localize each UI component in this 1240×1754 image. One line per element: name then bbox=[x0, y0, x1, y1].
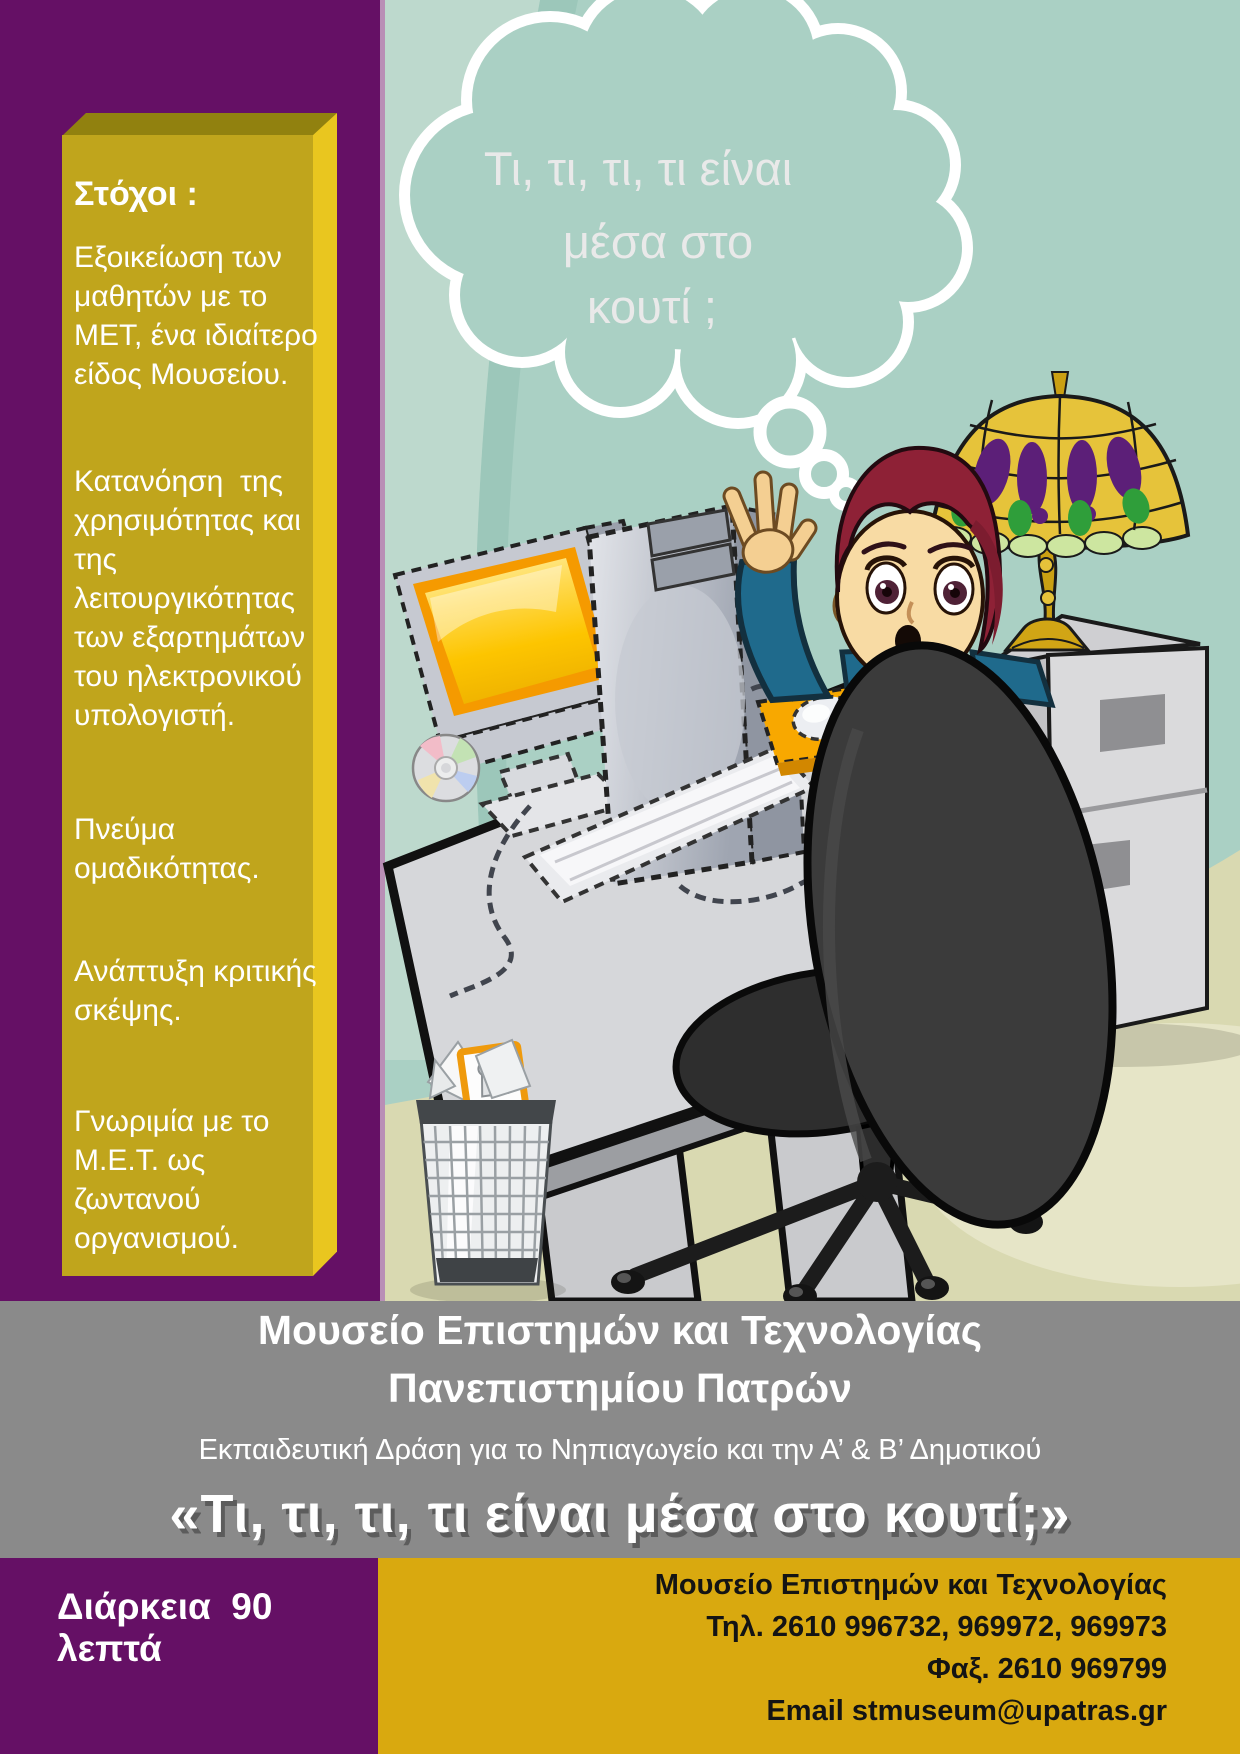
museum-title-line1: Μουσείο Επιστημών και Τεχνολογίας bbox=[257, 1307, 983, 1353]
activity-title: «Τι, τι, τι, τι είναι μέσα στο κουτί;» bbox=[169, 1484, 1071, 1544]
footer-contact-block bbox=[378, 1558, 1240, 1754]
contact-phone: Τηλ. 2610 996732, 969972, 969973 bbox=[706, 1611, 1167, 1643]
thought-bubble-line-2: μέσα στο bbox=[562, 215, 754, 268]
illustration-scene bbox=[380, 0, 1240, 1301]
duration-text: Διάρκεια 90 λεπτά bbox=[57, 1586, 283, 1669]
objective-5: Γνωριμία με το Μ.Ε.Τ. ως ζωντανού οργανισμού. bbox=[74, 1105, 278, 1255]
footer bbox=[0, 1558, 1240, 1754]
banner-subtitle: Εκπαιδευτική Δράση για το Νηπιαγωγείο και την Α’ & Β’ Δημοτικού bbox=[198, 1434, 1042, 1466]
museum-title-line2: Πανεπιστημίου Πατρών bbox=[388, 1365, 852, 1411]
objective-3: Πνεύμα ομαδικότητας. bbox=[74, 813, 260, 885]
thought-bubble-line-3: κουτί ; bbox=[587, 280, 717, 333]
footer-duration-block bbox=[0, 1558, 378, 1754]
cd-disc bbox=[413, 735, 479, 801]
illustration-svg bbox=[380, 0, 1240, 1301]
goals-title: Στόχοι : bbox=[74, 175, 198, 213]
drawer-handle bbox=[1100, 694, 1165, 752]
contact-name: Μουσείο Επιστημών και Τεχνολογίας bbox=[654, 1569, 1167, 1601]
sidebar bbox=[0, 0, 380, 1301]
goals-box-top-bevel bbox=[62, 113, 337, 136]
objective-1: Εξοικείωση των μαθητών με το ΜΕΤ, ένα ιδιαίτερο είδος Μουσείου. bbox=[74, 241, 327, 391]
goals-box bbox=[62, 135, 327, 1276]
contact-email: Email stmuseum@upatras.gr bbox=[766, 1695, 1167, 1727]
thought-bubble-line-1: Τι, τι, τι, τι είναι bbox=[483, 142, 793, 195]
objective-4: Ανάπτυξη κριτικής σκέψης. bbox=[74, 955, 325, 1027]
banner bbox=[0, 1301, 1240, 1558]
contact-fax: Φαξ. 2610 969799 bbox=[926, 1653, 1167, 1685]
objective-2: Κατανόηση της χρησιμότητας και της λειτουργικότητας των εξαρτημάτων του ηλεκτρονικού υπολογιστή. bbox=[74, 465, 314, 732]
